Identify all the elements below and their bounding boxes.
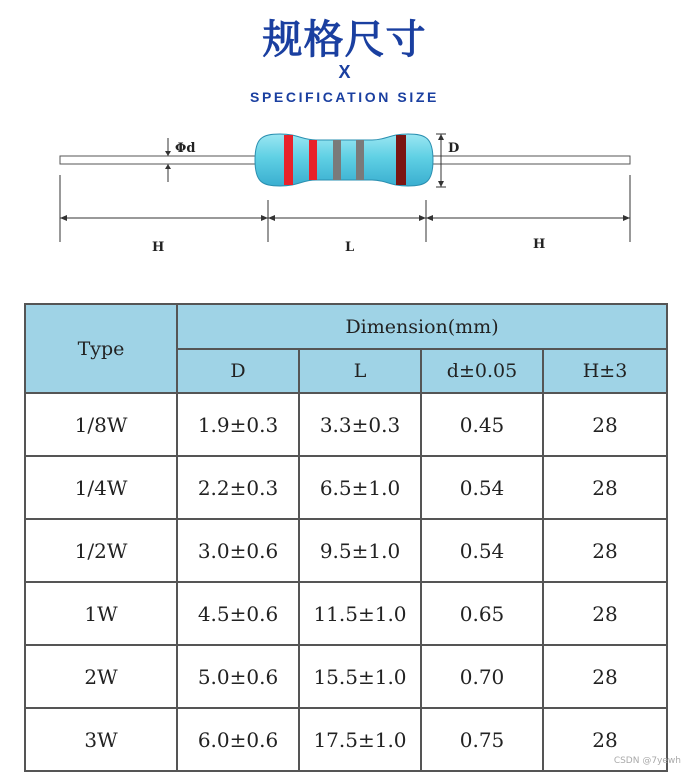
cell-L: 6.5±1.0: [299, 456, 421, 519]
table-row: [25, 456, 667, 519]
cell-H: 28: [543, 519, 667, 582]
cell-D: 1.9±0.3: [177, 393, 299, 456]
band-4: [356, 140, 364, 180]
table-row: [25, 645, 667, 708]
col-header-D: D: [177, 349, 299, 393]
dimension-header: Dimension(mm): [177, 304, 667, 349]
cell-d: 0.70: [421, 645, 543, 708]
page-title-x: X: [338, 62, 351, 82]
cell-D: 6.0±0.6: [177, 708, 299, 771]
col-header-L: L: [299, 349, 421, 393]
band-2: [309, 140, 317, 180]
cell-D: 3.0±0.6: [177, 519, 299, 582]
specification-table: [24, 303, 668, 772]
col-header-d: d±0.05: [421, 349, 543, 393]
page-title-en: SPECIFICATION SIZE: [250, 89, 439, 105]
cell-L: 9.5±1.0: [299, 519, 421, 582]
cell-L: 11.5±1.0: [299, 582, 421, 645]
cell-L: 15.5±1.0: [299, 645, 421, 708]
resistor-diagram: [0, 120, 689, 260]
cell-L: 3.3±0.3: [299, 393, 421, 456]
table-row: [25, 582, 667, 645]
phi-d-label: Φd: [175, 141, 196, 156]
cell-H: 28: [543, 645, 667, 708]
band-5: [396, 135, 406, 185]
cell-d: 0.65: [421, 582, 543, 645]
L-label: L: [345, 240, 355, 255]
cell-H: 28: [543, 393, 667, 456]
D-label: D: [448, 141, 460, 156]
cell-type: 1/8W: [25, 393, 177, 456]
watermark: CSDN @7yewh: [613, 756, 681, 766]
H-left-label: H: [152, 240, 165, 255]
lead-right: [428, 156, 630, 164]
H-right-label: H: [533, 237, 546, 252]
cell-type: 1/2W: [25, 519, 177, 582]
cell-L: 17.5±1.0: [299, 708, 421, 771]
table-row: [25, 393, 667, 456]
lead-left: [60, 156, 260, 164]
cell-H: 28: [543, 456, 667, 519]
cell-type: 3W: [25, 708, 177, 771]
cell-d: 0.75: [421, 708, 543, 771]
page-title-cn: 规格尺寸: [262, 17, 427, 63]
table-row: [25, 708, 667, 771]
cell-H: 28: [543, 582, 667, 645]
cell-D: 2.2±0.3: [177, 456, 299, 519]
cell-H: 28: [543, 708, 667, 771]
type-header: Type: [25, 304, 177, 393]
cell-D: 4.5±0.6: [177, 582, 299, 645]
cell-type: 2W: [25, 645, 177, 708]
cell-d: 0.54: [421, 519, 543, 582]
cell-d: 0.54: [421, 456, 543, 519]
cell-type: 1/4W: [25, 456, 177, 519]
band-3: [333, 140, 341, 180]
col-header-H: H±3: [543, 349, 667, 393]
cell-D: 5.0±0.6: [177, 645, 299, 708]
resistor-body: [255, 134, 433, 186]
table-row: [25, 519, 667, 582]
cell-type: 1W: [25, 582, 177, 645]
cell-d: 0.45: [421, 393, 543, 456]
band-1: [284, 135, 293, 185]
